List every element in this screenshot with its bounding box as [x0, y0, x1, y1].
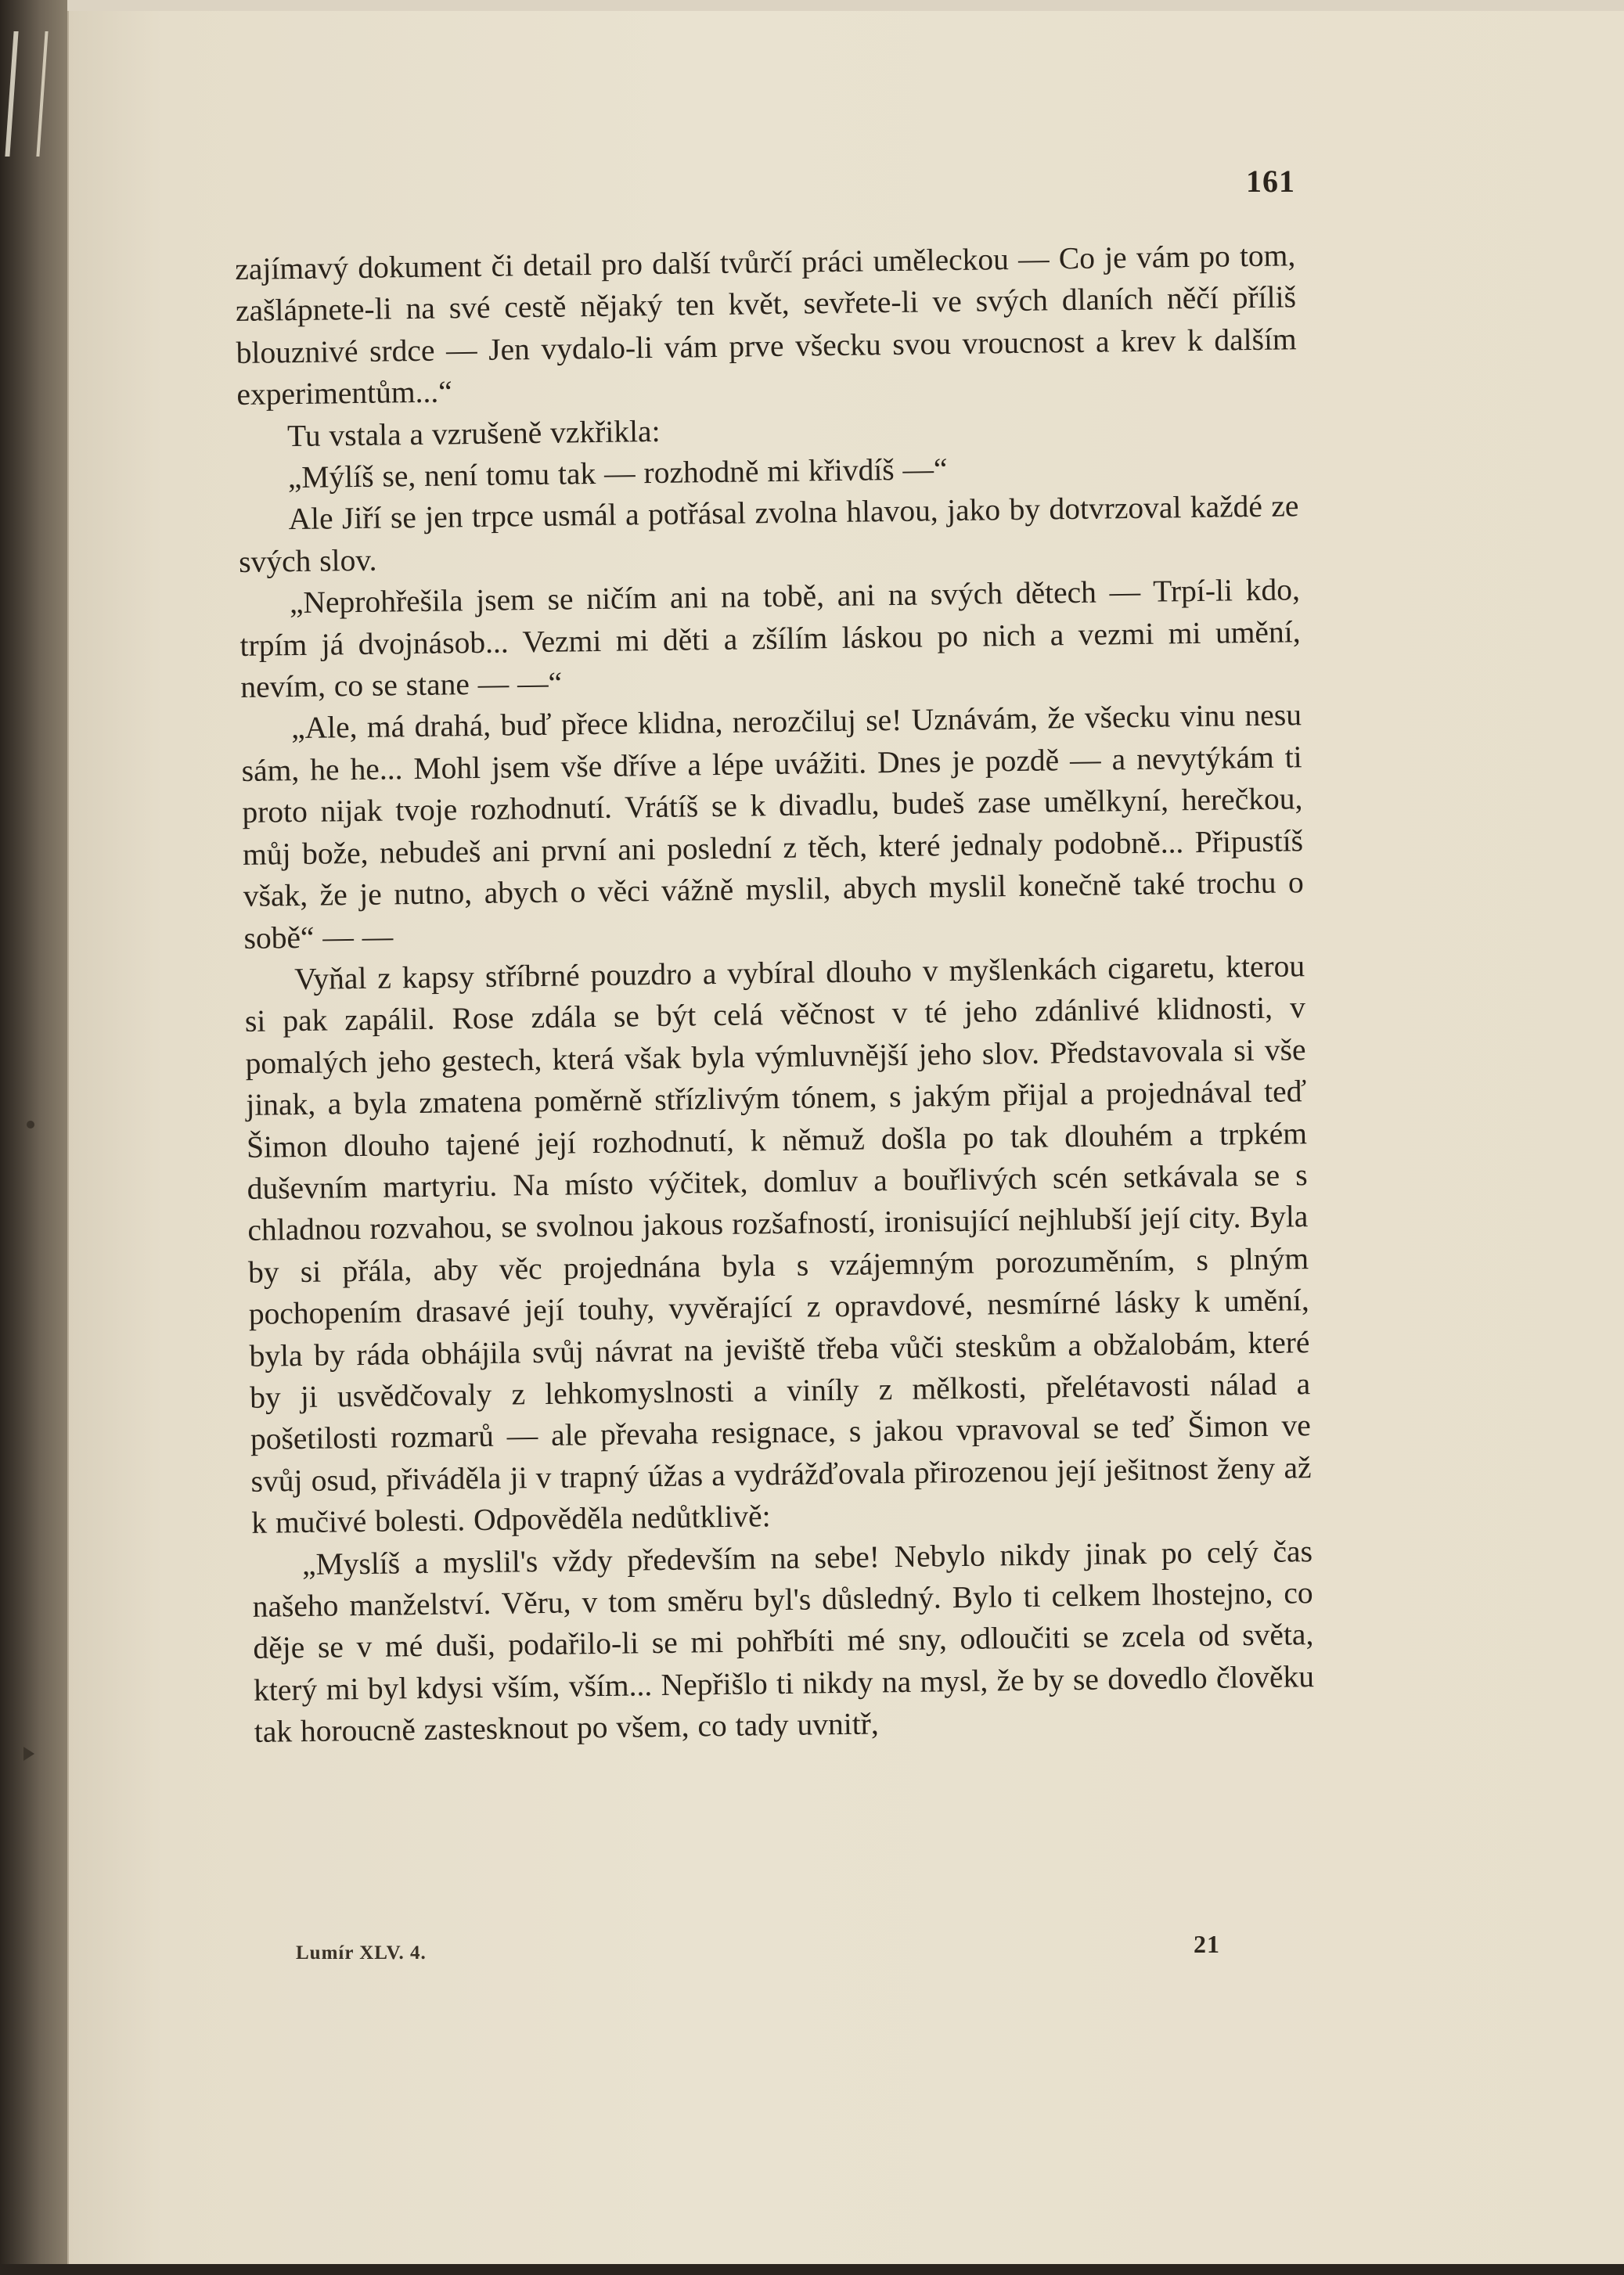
book-spine — [0, 0, 67, 2275]
paragraph: zajímavý dokument či detail pro další tvůrčí práci uměleckou — Co je vám po tom, zašlápnete-li na své cestě nějaký ten květ, sevřete-li ve svých dlaních něčí příliš blouznivé srdce — Jen vydalo-li vám prve všecku svou vroucnost a krev k dalším experimentům...“ — [235, 238, 1297, 412]
paragraph: „Myslíš a myslil's vždy především na sebe! Nebylo nikdy jinak po celý čas našeho manželství. Věru, v tom směru byl's důsledný. Bylo ti celkem lhostejno, co děje se v mé duši, podařilo-li se mi pohřbíti mé sny, odloučiti se zcela od světa, který mi byl kdysi vším, vším... Nepřišlo ti nikdy na mysl, že by se dovedlo člověku tak horoucně zastesknout po všem, co tady uvnitř, — [252, 1533, 1315, 1750]
paragraph: Ale Jiří se jen trpce usmál a potřásal zvolna hlavou, jako by dotvrzoval každé ze svých slov. — [238, 488, 1299, 579]
paragraph: Tu vstala a vzrušeně vzkřikla: — [286, 413, 661, 453]
body-text — [235, 235, 1315, 1753]
footer-signature: Lumír XLV. 4. — [296, 1942, 427, 1964]
margin-arrow-icon — [23, 1747, 34, 1761]
paragraph: „Mýlíš se, není tomu tak — rozhodně mi křivdíš —“ — [287, 452, 948, 495]
page-number: 161 — [1246, 164, 1295, 199]
paragraph: „Neprohřešila jsem se ničím ani na tobě, ani na svých dětech — Trpí-li kdo, trpím já dvojnásob... Vezmi mi děti a zšílím láskou po nich a vezmi mi umění, nevím, co se stane — —“ — [239, 572, 1301, 705]
bottom-edge — [0, 2264, 1624, 2275]
paragraph: Vyňal z kapsy stříbrné pouzdro a vybíral dlouho v myšlenkách cigaretu, kterou si pak zapálil. Rose zdála se být celá věčnost v té jeho zdánlivé klidnosti, v pomalých jeho gestech, která však byla výmluvnější jeho slov. Představovala si vše jinak, a byla zmatena poměrně střízlivým tónem, s jakým přijal a projednával teď Šimon dlouho tajené její rozhodnutí, k němuž došla po tak dlouhém a trpkém duševním martyriu. Na místo výčitek, domluv a bouřlivých scén setkávala se s chladnou rozvahou, se svolnou jakous rozšafností, ironisující nejhlubší její city. Byla by si přála, aby věc projednána byla s vzájemným porozuměním, s plným pochopením drasavé její touhy, vyvěrající z opravdové, nesmírné lásky k umění, byla by ráda obhájila svůj návrat na jeviště třeba vůči steskům a obžalobám, které by ji usvědčovaly z lehkomyslnosti a viníly z mělkosti, přelétavosti nálad a pošetilosti rozmarů — ale převaha resignace, s jakou vpravoval se teď Šimon ve svůj osud, přiváděla ji v trapný úžas a vydrážďovala přirozenou její ješitnost ženy až k mučivé bolesti. Odpověděla nedůtklivě: — [244, 949, 1312, 1541]
footer-sheet-number: 21 — [1194, 1930, 1220, 1958]
margin-dot-mark — [27, 1121, 34, 1129]
spine-edge-mark — [5, 31, 48, 157]
paragraph: „Ale, má drahá, buď přece klidna, nerozčiluj se! Uznávám, že všecku vinu nesu sám, he he... Mohl jsem vše dříve a lépe uvážiti. Dnes je pozdě — a nevytýkám ti proto nijak tvoje rozhodnutí. Vrátíš se k divadlu, budeš zase umělkyní, herečkou, můj bože, nebudeš ani první ani poslední z těch, které jednaly podobně... Připustíš však, že je nutno, abych o věci vážně myslil, abych myslil konečně také trochu o sobě“ — — — [241, 697, 1304, 956]
